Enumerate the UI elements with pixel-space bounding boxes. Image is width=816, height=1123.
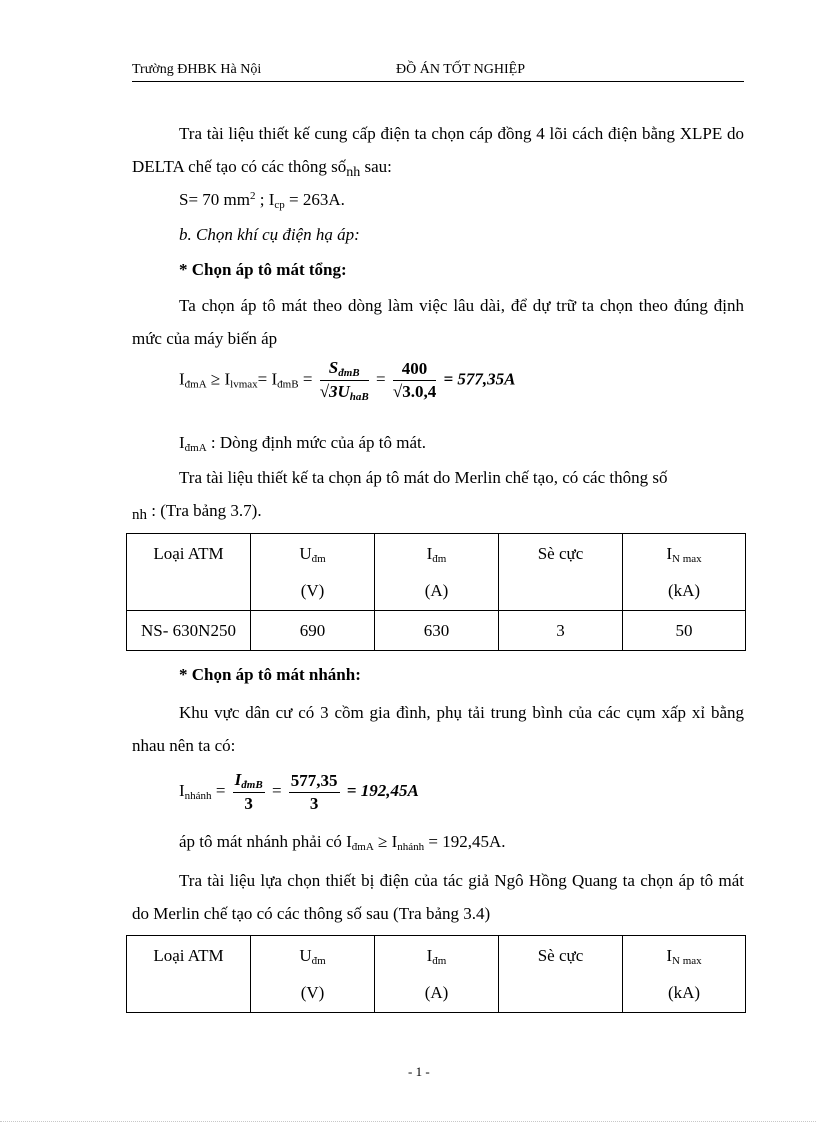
table-header-row bbox=[127, 936, 746, 1013]
header-type: Loại ATM bbox=[127, 936, 251, 1013]
paragraph-ngo-hong-quang: Tra tài liệu lựa chọn thiết bị điện của tác giả Ngô Hồng Quang ta chọn áp tô mát do Merlin chế tạo có các thông số sau (Tra bảng 3.4) bbox=[132, 871, 744, 923]
branch-breaker-spec-table bbox=[126, 935, 746, 1013]
formula-branch-current: $I_{nhánh}$ = $\frac{I_{đmB}}{3}$ = $\frac{577,35}{3}$ = 192,45A bbox=[179, 770, 419, 813]
page-bottom-border bbox=[0, 1121, 816, 1122]
fraction-577-over-3: $\frac{577,35}{3}$ bbox=[290, 770, 338, 813]
page-number: - 1 - bbox=[408, 1064, 430, 1079]
header-type: Loại ATM bbox=[127, 534, 251, 611]
table-row: NS- 630N250 690 630 3 50 bbox=[127, 611, 746, 651]
header-voltage: $U_{đm}$ (V) bbox=[251, 534, 375, 611]
header-title: ĐỒ ÁN TỐT NGHIỆP bbox=[396, 62, 525, 77]
header-current: $I_{đm}$ (A) bbox=[375, 936, 499, 1013]
paragraph-main-breaker: Ta chọn áp tô mát theo dòng làm việc lâu dài, để dự trữ ta chọn theo đúng định mức của máy biến áp bbox=[132, 296, 744, 348]
header-poles: Sè cực bbox=[499, 936, 623, 1013]
fraction-400: $\frac{400}{√3.0,4}$ bbox=[392, 359, 437, 401]
header-breaking-current: $I_{N max}$ (kA) bbox=[623, 534, 746, 611]
heading-branch-breaker: * Chọn áp tô mát nhánh: bbox=[179, 665, 361, 684]
formula-branch-result: = 192,45A bbox=[342, 780, 419, 800]
header-current: $I_{đm}$ (A) bbox=[375, 534, 499, 611]
formula-main-current: $I_{đmA} \ge I_{lvmax}= I_{đmB}$ = $\frac{S_{đmB}}{√3U_{haB}}$ = $\frac{400}{√3.0,4}$ = 577,35A bbox=[179, 358, 516, 403]
paragraph-cable-selection: Tra tài liệu thiết kế cung cấp điện ta chọn cáp đồng 4 lõi cách điện bằng XLPE do DELTA chế tạo có các thông số$_{nh}$ sau: bbox=[132, 124, 744, 180]
fraction-idmb-over-3: $\frac{I_{đmB}}{3}$ bbox=[234, 770, 263, 813]
formula-main-result: = 577,35A bbox=[439, 369, 516, 389]
fraction-s-over-u: $\frac{S_{đmB}}{√3U_{haB}}$ bbox=[319, 358, 369, 403]
cable-specs: S= 70 $mm^2$ ; $I_{cp} = 263A$. bbox=[179, 190, 345, 211]
header-school: Trường ĐHBK Hà Nội bbox=[132, 62, 262, 77]
definition-idma: $I_{đmA}$ : Dòng định mức của áp tô mát. bbox=[179, 433, 426, 454]
header-poles: Sè cực bbox=[499, 534, 623, 611]
heading-main-breaker: * Chọn áp tô mát tổng: bbox=[179, 260, 347, 279]
header-voltage: $U_{đm}$ (V) bbox=[251, 936, 375, 1013]
breaker-spec-table bbox=[126, 533, 746, 651]
header-divider bbox=[132, 81, 744, 82]
branch-condition: áp tô mát nhánh phải có $I_{đmA} \ge I_{nhánh} = 192,45A$. bbox=[179, 832, 506, 853]
header-breaking-current: $I_{N max}$ (kA) bbox=[623, 936, 746, 1013]
section-b-heading: b. Chọn khí cụ điện hạ áp: bbox=[179, 225, 360, 244]
paragraph-merlin-selection: Tra tài liệu thiết kế ta chọn áp tô mát do Merlin chế tạo, có các thông số $_{nh}$ : (Tra bảng 3.7). bbox=[132, 468, 668, 523]
table-header-row bbox=[127, 534, 746, 611]
paragraph-branch-load: Khu vực dân cư có 3 cồm gia đình, phụ tải trung bình của các cụm xấp xỉ bằng nhau nên ta có: bbox=[132, 703, 744, 755]
